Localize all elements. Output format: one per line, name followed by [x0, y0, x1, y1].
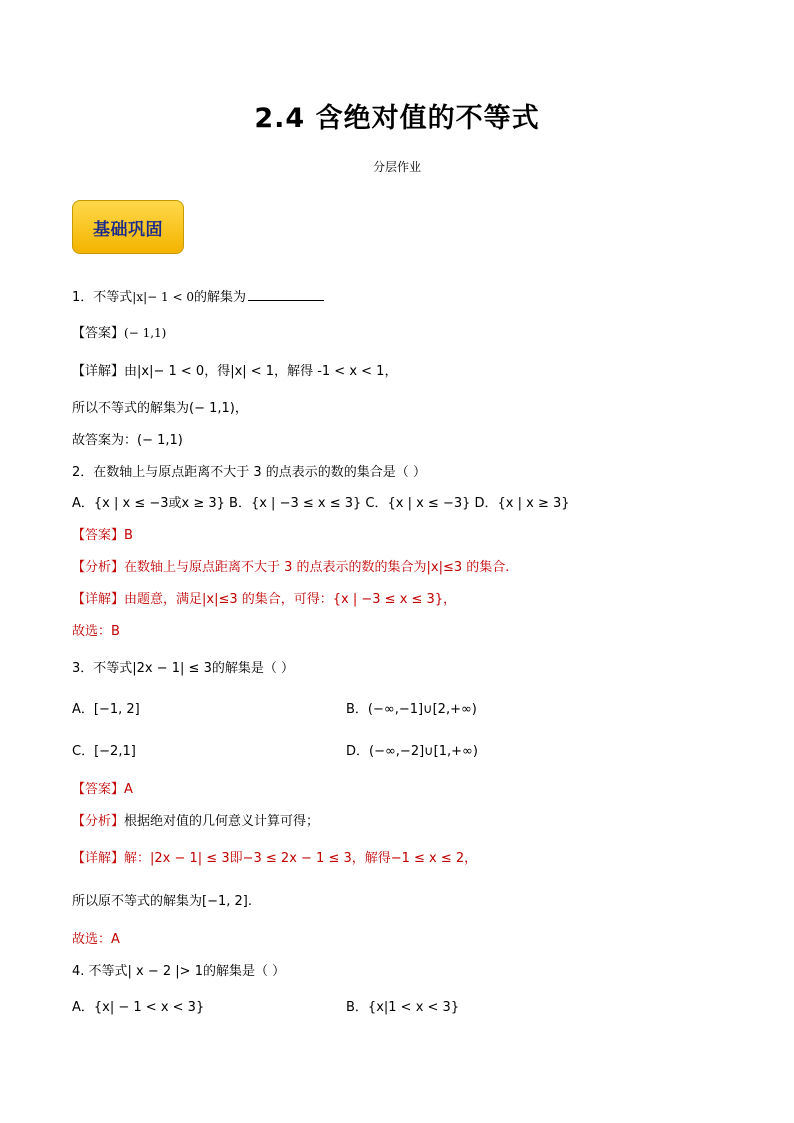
detail-tag: 【详解】	[72, 364, 125, 379]
q1-conclusion: 所以不等式的解集为(− 1,1)，	[72, 401, 248, 416]
q1-stem-math: |x|− 1 < 0	[132, 290, 194, 304]
q1-detail	[72, 360, 397, 379]
q2-detail-text: 由题意，满足|x|≤3 的集合，可得：{x | −3 ≤ x ≤ 3}，	[124, 592, 457, 607]
q2-answer-value: B	[124, 528, 133, 543]
q3-detail-text: 解：|2x − 1| ≤ 3即−3 ≤ 2x − 1 ≤ 3，解得−1 ≤ x ≤ 2，	[124, 851, 478, 866]
q3-option-c: C．[−2,1]	[72, 744, 136, 759]
q1-stem-tail: 的解集为	[193, 290, 246, 305]
q2-choose: 故选：B	[72, 624, 120, 639]
q3-choose: 故选：A	[72, 932, 120, 947]
q2-analysis-text: 在数轴上与原点距离不大于 3 的点表示的数的集合为|x|≤3 的集合.	[124, 560, 510, 575]
q1-answer-value: (− 1,1)	[124, 326, 167, 340]
answer-blank	[248, 288, 324, 301]
q4-stem: 4. 不等式| x − 2 |> 1的解集是（ ）	[72, 964, 286, 979]
q2-options: A．{x | x ≤ −3或x ≥ 3} B．{x | −3 ≤ x ≤ 3} C．{x | x ≤ −3} D．{x | x ≥ 3}	[72, 496, 570, 511]
q1-stem	[72, 286, 324, 305]
q2-stem: 2．在数轴上与原点距离不大于 3 的点表示的数的集合是（ ）	[72, 465, 426, 480]
q2-answer	[72, 524, 133, 543]
q3-detail	[72, 847, 477, 866]
detail-tag: 【详解】	[72, 592, 125, 607]
q3-answer	[72, 778, 133, 797]
q2-detail	[72, 588, 456, 607]
q3-option-b: B．(−∞,−1]∪[2,+∞)	[346, 702, 477, 717]
q3-analysis	[72, 810, 319, 829]
section-badge	[72, 200, 184, 254]
q4-option-a: A．{x| − 1 < x < 3}	[72, 1000, 205, 1015]
q3-answer-value: A	[124, 782, 133, 797]
q3-option-d: D．(−∞,−2]∪[1,+∞)	[346, 744, 478, 759]
q3-option-a: A．[−1, 2]	[72, 702, 140, 717]
q4-option-b: B．{x|1 < x < 3}	[346, 1000, 460, 1015]
q1-detail-text: 由|x|− 1 < 0，得|x| < 1，解得 -1 < x < 1，	[124, 364, 398, 379]
answer-tag: 【答案】	[72, 528, 125, 543]
analysis-tag: 【分析】	[72, 560, 125, 575]
page-title: 2.4 含绝对值的不等式	[254, 103, 540, 134]
q3-conclusion: 所以原不等式的解集为[−1, 2].	[72, 894, 252, 909]
q1-answer	[72, 322, 166, 341]
page-subtitle: 分层作业	[372, 160, 421, 174]
answer-tag: 【答案】	[72, 782, 125, 797]
q1-final: 故答案为：(− 1,1)	[72, 433, 183, 448]
answer-tag: 【答案】	[72, 326, 125, 341]
q3-stem: 3．不等式|2x − 1| ≤ 3的解集是（ ）	[72, 661, 294, 676]
analysis-tag: 【分析】	[72, 814, 125, 829]
q1-stem-text: 1．不等式	[72, 290, 133, 305]
section-badge-label: 基础巩固	[93, 219, 163, 240]
q3-analysis-text: 根据绝对值的几何意义计算可得；	[124, 814, 320, 829]
detail-tag: 【详解】	[72, 851, 125, 866]
q2-analysis	[72, 556, 509, 575]
